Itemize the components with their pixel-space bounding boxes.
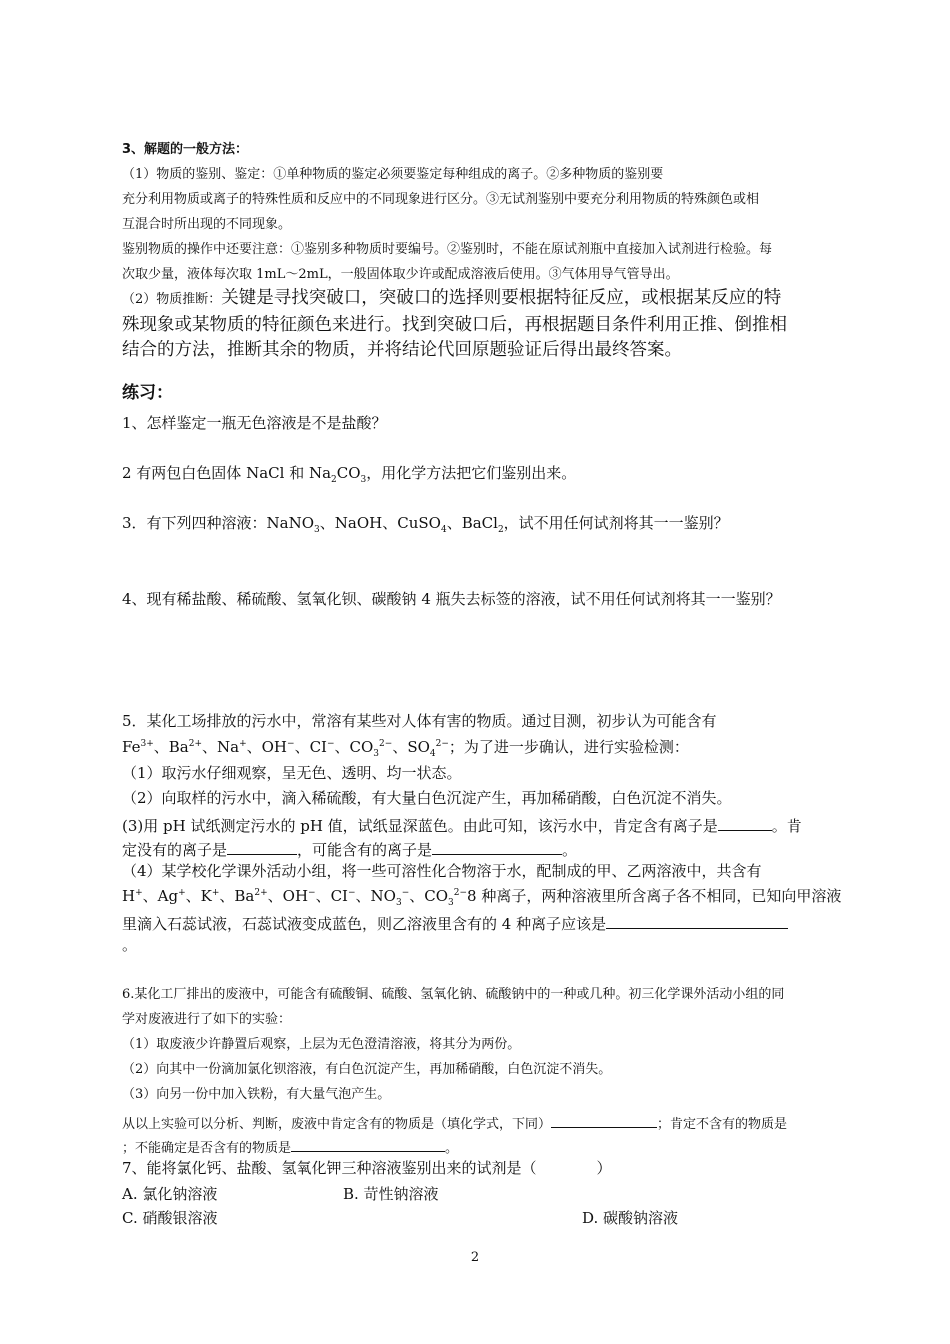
inference-paragraph-line <box>122 290 781 308</box>
question-6-line <box>122 1137 458 1155</box>
question-5-line: （1）取污水仔细观察，呈无色、透明、均一状态。 <box>122 764 462 782</box>
question-5-line: 。 <box>122 936 138 954</box>
question-6-text: 。 <box>445 1141 459 1156</box>
option-c: C. 硝酸银溶液 <box>122 1209 218 1227</box>
option-d: D. 碳酸钠溶液 <box>582 1209 679 1227</box>
question-6-line: 6.某化工厂排出的废液中，可能含有硫酸铜、硫酸、氢氧化钠、硫酸钠中的一种或几种。初三化学课外活动小组的同 <box>122 987 785 1002</box>
section-heading: 3、解题的一般方法： <box>122 142 249 157</box>
question-5-line <box>122 914 788 932</box>
question-7: 7、能将氯化钙、盐酸、氢氧化钾三种溶液鉴别出来的试剂是（ ） <box>122 1159 612 1177</box>
method-paragraph-line: 次取少量，液体每次取 1mL～2mL，一般固体取少许或配成溶液后使用。③气体用导气管导出。 <box>122 267 679 282</box>
question-5-text: 。肯 <box>771 817 802 835</box>
method-paragraph-line: 鉴别物质的操作中还要注意：①鉴别多种物质时要编号。②鉴别时，不能在原试剂瓶中直接加入试剂进行检验。每 <box>122 242 773 257</box>
question-6-text: ；不能确定是否含有的物质是 <box>122 1141 292 1156</box>
inference-paragraph-line: 殊现象或某物质的特征颜色来进行。找到突破口后，再根据题目条件利用正推、倒推相 <box>122 315 787 335</box>
method-paragraph-line: 互混合时所出现的不同现象。 <box>122 217 292 232</box>
question-5-text: 。 <box>562 841 578 859</box>
question-6-line <box>122 1113 787 1131</box>
question-6-text: ；肯定不含有的物质是 <box>657 1117 788 1132</box>
practice-heading: 练习： <box>122 383 173 403</box>
question-6-line: （1）取废液少许静置后观察，上层为无色澄清溶液，将其分为两份。 <box>122 1037 521 1052</box>
inference-prefix: （2）物质推断： <box>122 292 222 307</box>
inference-text: 关键是寻找突破口，突破口的选择则要根据特征反应，或根据某反应的特 <box>221 288 782 308</box>
method-paragraph-line: 充分利用物质或离子的特殊性质和反应中的不同现象进行区分。③无试剂鉴别中要充分利用物质的特殊颜色或相 <box>122 192 760 207</box>
question-5-text: 里滴入石蕊试液，石蕊试液变成蓝色，则乙溶液里含有的 4 种离子应该是 <box>122 915 607 933</box>
question-5-text: 定没有的离子是 <box>122 841 228 859</box>
question-5-line <box>122 816 802 834</box>
answer-blank[interactable] <box>718 816 772 831</box>
question-5-text: ，可能含有的离子是 <box>297 841 433 859</box>
answer-blank[interactable] <box>432 840 562 855</box>
question-5-text: (3)用 pH 试纸测定污水的 pH 值，试纸显深蓝色。由此可知，该污水中，肯定含有离子是 <box>122 817 718 835</box>
question-2: 2 有两包白色固体 NaCl 和 $Na_2CO_3$，用化学方法把它们鉴别出来。 <box>122 464 577 485</box>
page-number: 2 <box>470 1250 480 1265</box>
question-5-ions: H+、Ag+、K+、$Ba^{2+}$、OH−、CI−、$NO_3^-$、$CO_3^{2-}8$ 种离子，两种溶液里所含离子各不相同，已知向甲溶液 <box>122 887 842 908</box>
question-4: 4、现有稀盐酸、稀硫酸、氢氧化钡、碳酸钠 4 瓶失去标签的溶液，试不用任何试剂将其一一鉴别？ <box>122 590 781 608</box>
answer-blank[interactable] <box>227 840 297 855</box>
question-5-line: 5．某化工场排放的污水中，常溶有某些对人体有害的物质。通过目测，初步认为可能含有 <box>122 712 717 730</box>
question-6-line: （3）向另一份中加入铁粉，有大量气泡产生。 <box>122 1087 391 1102</box>
question-6-line: （2）向其中一份滴加氯化钡溶液，有白色沉淀产生，再加稀硝酸，白色沉淀不消失。 <box>122 1062 612 1077</box>
answer-blank[interactable] <box>291 1137 445 1152</box>
question-6-text: 从以上实验可以分析、判断，废液中肯定含有的物质是（填化学式，下同） <box>122 1117 552 1132</box>
answer-blank[interactable] <box>606 914 788 929</box>
question-5-line: （4）某学校化学课外活动小组，将一些可溶性化合物溶于水，配制成的甲、乙两溶液中，共含有 <box>122 862 762 880</box>
answer-blank[interactable] <box>551 1113 657 1128</box>
question-6-line: 学对废液进行了如下的实验： <box>122 1012 292 1027</box>
question-1: 1、怎样鉴定一瓶无色溶液是不是盐酸？ <box>122 414 387 432</box>
question-5-ions: $Fe^{3+}$、$Ba^{2+}$、Na+、OH−、CI−、$CO_3^{2-}$、$SO_4^{2-}$；为了进一步确认，进行实验检测： <box>122 738 689 759</box>
question-3: 3．有下列四种溶液：NaNO$_3$、NaOH、CuSO$_4$、BaCl$_2$，试不用任何试剂将其一一鉴别？ <box>122 514 729 535</box>
inference-paragraph-line: 结合的方法，推断其余的物质，并将结论代回原题验证后得出最终答案。 <box>122 340 682 360</box>
option-a: A. 氯化钠溶液 <box>122 1185 218 1203</box>
method-paragraph-line: （1）物质的鉴别、鉴定：①单种物质的鉴定必须要鉴定每种组成的离子。②多种物质的鉴别要 <box>122 167 664 182</box>
option-b: B. 苛性钠溶液 <box>343 1185 439 1203</box>
question-5-line <box>122 840 577 858</box>
question-5-line: （2）向取样的污水中，滴入稀硫酸，有大量白色沉淀产生，再加稀硝酸，白色沉淀不消失。 <box>122 789 732 807</box>
